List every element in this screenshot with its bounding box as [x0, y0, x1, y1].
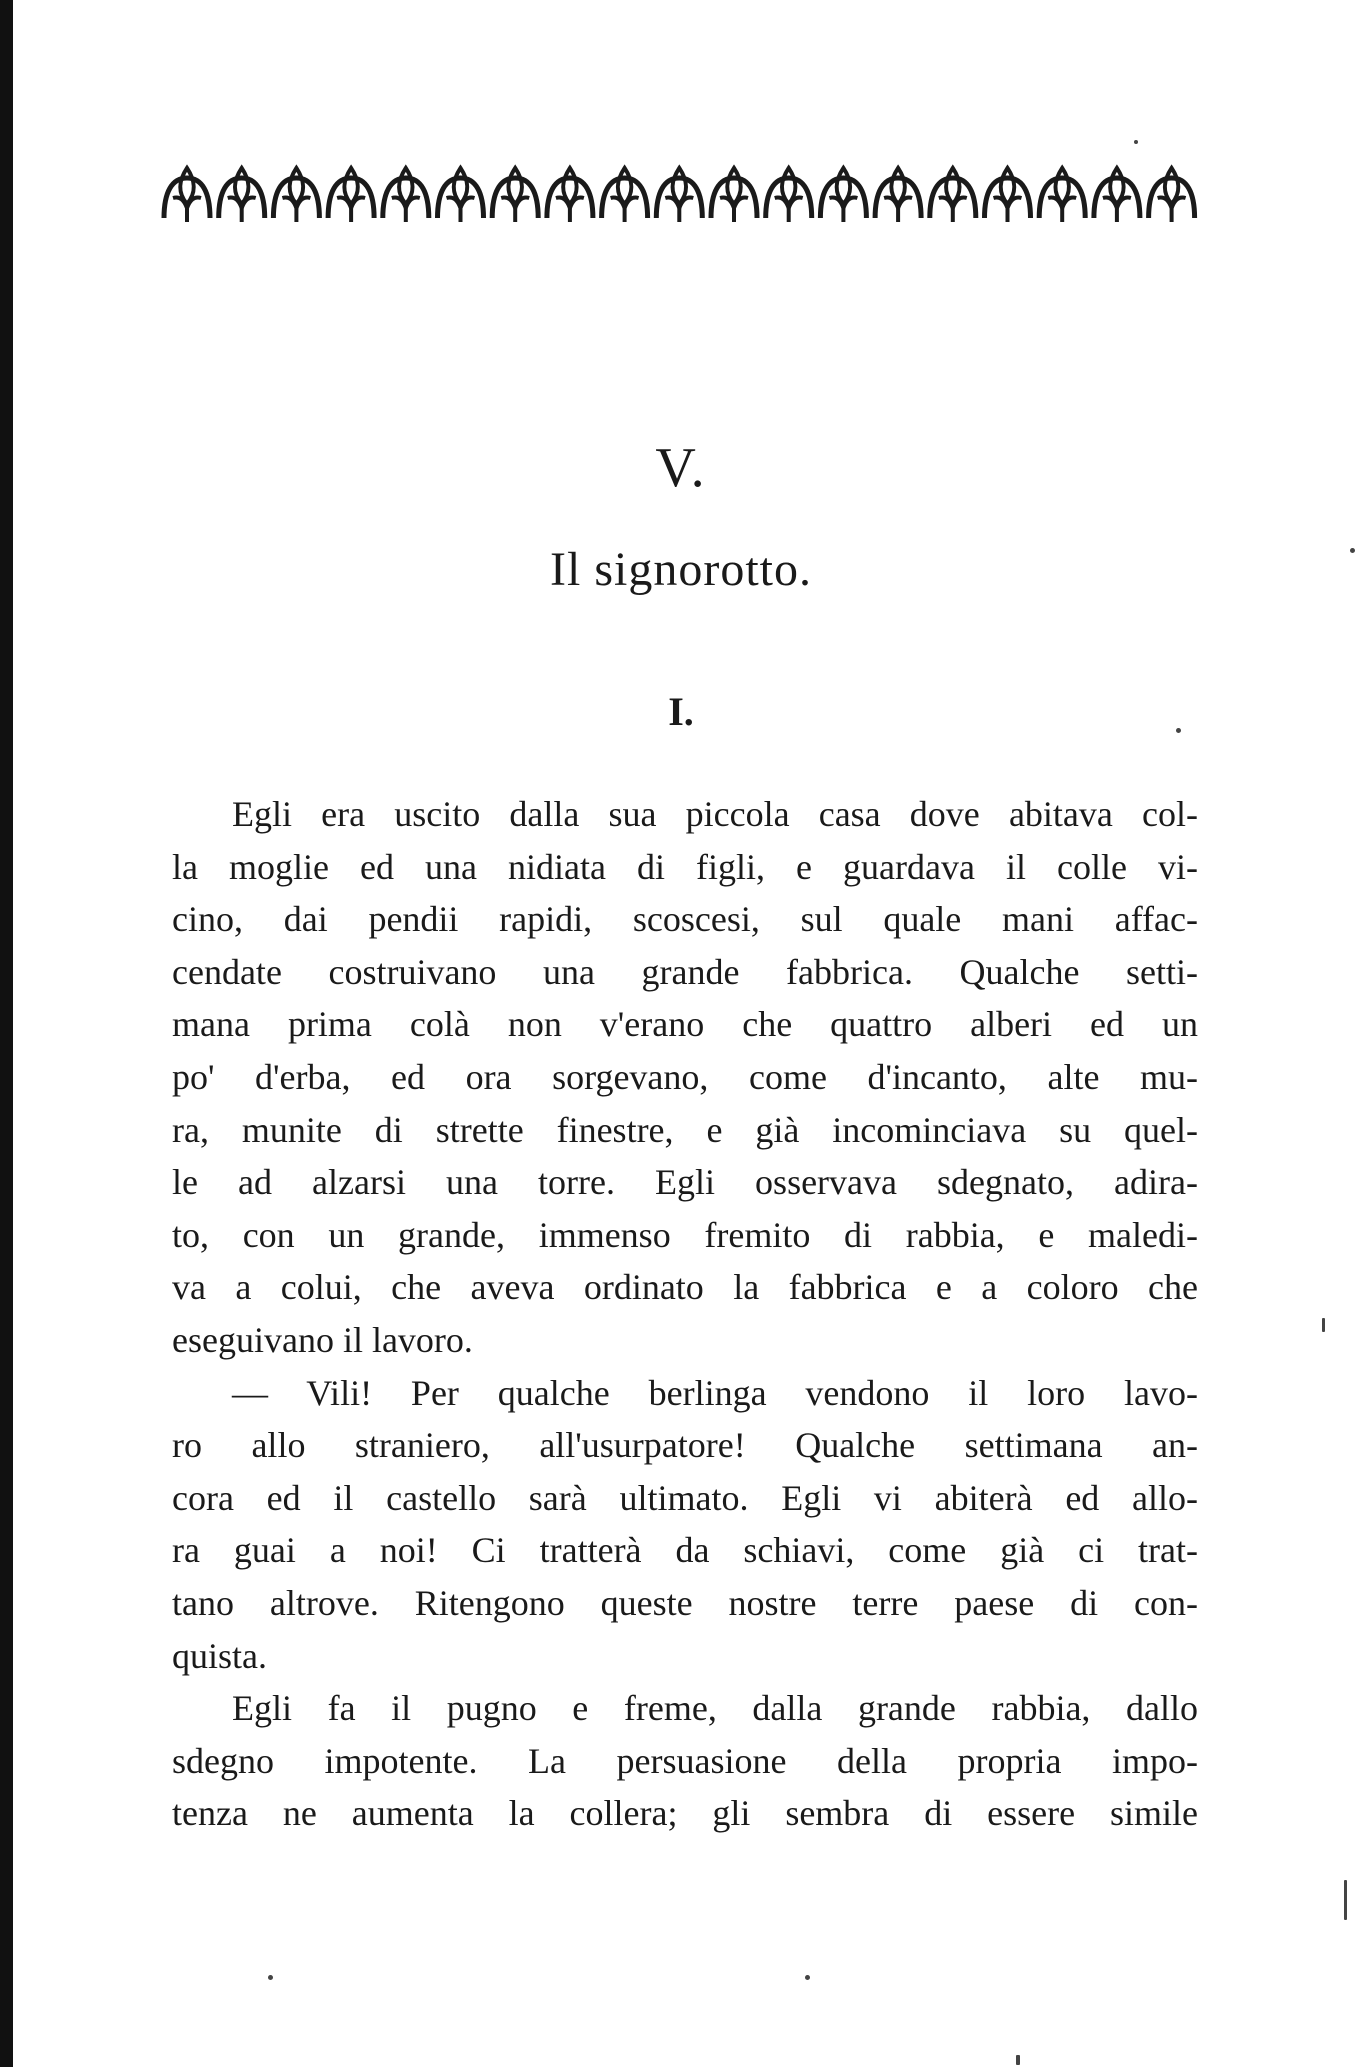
- text-line: to, con un grande, immenso fremito di rabbia, e maledi-: [172, 1214, 1198, 1255]
- scan-edge: [0, 0, 13, 2067]
- text-line: va a colui, che aveva ordinato la fabbrica e a coloro che: [172, 1267, 1198, 1308]
- text-line: tano altrove. Ritengono queste nostre terre paese di con-: [172, 1582, 1198, 1623]
- text-line: la moglie ed una nidiata di figli, e guardava il colle vi-: [172, 846, 1198, 887]
- text-line: cora ed il castello sarà ultimato. Egli vi abiterà ed allo-: [172, 1477, 1198, 1518]
- text-line: Egli era uscito dalla sua piccola casa dove abitava col-: [232, 794, 1198, 834]
- scan-speck: [1016, 2055, 1020, 2065]
- text-line: ra guai a noi! Ci tratterà da schiavi, come già ci trat-: [172, 1530, 1198, 1571]
- section-number: I.: [668, 689, 694, 734]
- scan-speck: [805, 1975, 810, 1980]
- text-line: eseguivano il lavoro.: [172, 1319, 473, 1360]
- text-line: po' d'erba, ed ora sorgevano, come d'incanto, alte mu-: [172, 1056, 1198, 1097]
- chapter-number: V.: [655, 437, 707, 499]
- text-line: sdegno impotente. La persuasione della propria impo-: [172, 1740, 1198, 1781]
- text-line: — Vili! Per qualche berlinga vendono il loro lavo-: [232, 1372, 1198, 1413]
- scan-speck: [268, 1975, 273, 1980]
- scan-speck: [1176, 728, 1181, 733]
- scan-speck: [1350, 548, 1355, 553]
- decorative-border-icon: [160, 164, 1200, 226]
- text-line: cino, dai pendii rapidi, scoscesi, sul quale mani affac-: [172, 899, 1198, 940]
- scan-speck: [1322, 1318, 1325, 1332]
- text-line: quista.: [172, 1635, 267, 1676]
- paragraph: [172, 1367, 1198, 1683]
- text-line: ra, munite di strette finestre, e già incominciava su quel-: [172, 1109, 1198, 1150]
- chapter-title: Il signorotto.: [550, 543, 812, 596]
- text-line: le ad alzarsi una torre. Egli osservava sdegnato, adira-: [172, 1162, 1198, 1203]
- text-line: Egli fa il pugno e freme, dalla grande rabbia, dallo: [232, 1688, 1198, 1729]
- paragraph: [172, 788, 1198, 1367]
- text-line: tenza ne aumenta la collera; gli sembra di essere simile: [172, 1793, 1198, 1834]
- scan-speck: [1344, 1880, 1347, 1920]
- paragraph: [172, 1682, 1198, 1840]
- text-line: mana prima colà non v'erano che quattro alberi ed un: [172, 1004, 1198, 1045]
- text-line: ro allo straniero, all'usurpatore! Qualche settimana an-: [172, 1425, 1198, 1466]
- text-line: cendate costruivano una grande fabbrica. Qualche setti-: [172, 951, 1198, 992]
- body-text: [172, 788, 1198, 1840]
- scan-speck: [1134, 140, 1138, 144]
